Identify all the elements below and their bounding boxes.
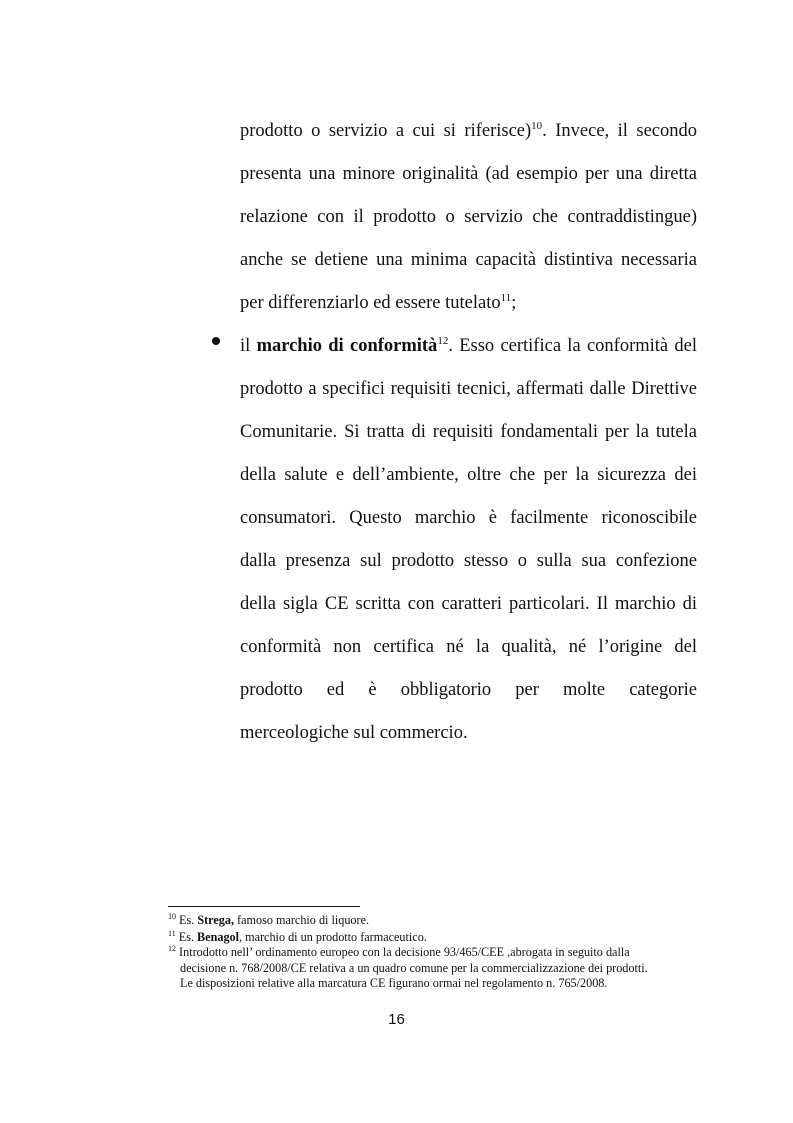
- footnote-ref[interactable]: 12: [437, 335, 449, 347]
- footnote-divider: [168, 906, 360, 907]
- body-line: per differenziarlo ed essere tutelato$^{11}$;: [240, 292, 517, 313]
- footnote-11: $^{11}$ Es. Benagol, marchio di un prodotto farmaceutico.: [168, 929, 427, 944]
- footnote-12-line: Le disposizioni relative alla marcatura CE figurano ormai nel regolamento n. 765/2008.: [180, 976, 608, 990]
- footnote-10: $^{10}$ Es. Strega, famoso marchio di liquore.: [168, 912, 370, 927]
- body-line: dalla presenza sul prodotto stesso o sulla sua confezione: [240, 551, 697, 571]
- bullet-icon: [212, 337, 220, 345]
- body-line: della sigla CE scritta con caratteri particolari. Il marchio di: [240, 594, 697, 614]
- footnote-ref[interactable]: 11: [500, 292, 512, 304]
- body-line: consumatori. Questo marchio è facilmente riconoscibile: [240, 508, 697, 528]
- body-line: conformità non certifica né la qualità, né l’origine del: [240, 637, 697, 657]
- body-line: presenta una minore originalità (ad esempio per una diretta: [240, 164, 697, 184]
- body-line: relazione con il prodotto o servizio che contraddistingue): [240, 207, 697, 227]
- footnote-12: $^{12}$ Introdotto nell’ ordinamento europeo con la decisione 93/465/CEE ,abrogata in seguito dalla: [168, 944, 630, 959]
- bold-term: marchio di conformità: [256, 336, 438, 356]
- body-line: prodotto ed è obbligatorio per molte categorie: [240, 680, 697, 700]
- page-number: 16: [388, 1011, 405, 1028]
- footnote-ref[interactable]: 10: [531, 120, 543, 132]
- body-line: merceologiche sul commercio.: [240, 723, 468, 743]
- body-line: anche se detiene una minima capacità distintiva necessaria: [240, 250, 697, 270]
- body-line: Comunitarie. Si tratta di requisiti fondamentali per la tutela: [240, 422, 697, 442]
- body-line: della salute e dell’ambiente, oltre che per la sicurezza dei: [240, 465, 697, 485]
- footnote-12-line: decisione n. 768/2008/CE relativa a un quadro comune per la commercializzazione dei prodotti.: [180, 961, 648, 975]
- body-line: prodotto a specifici requisiti tecnici, affermati dalle Direttive: [240, 379, 697, 399]
- bullet-first-line: il marchio di conformità$^{12}$. Esso certifica la conformità del: [240, 335, 697, 356]
- body-line: prodotto o servizio a cui si riferisce)$^{10}$. Invece, il secondo: [240, 120, 697, 141]
